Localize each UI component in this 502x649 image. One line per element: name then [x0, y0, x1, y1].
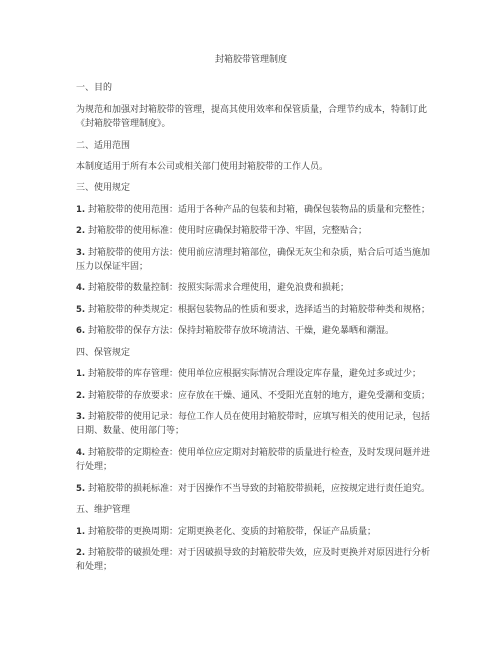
- section-heading-usage: 三、使用规定: [76, 183, 131, 193]
- list-item: [76, 483, 432, 496]
- item-text: 封箱胶带的使用标准：使用时应确保封箱胶带干净、牢固，完整贴合；: [88, 226, 368, 236]
- item-text: 封箱胶带的保存方法：保持封箱胶带存放环境清洁、干燥，避免暴晒和潮湿。: [88, 326, 395, 336]
- item-number: 3.: [76, 412, 86, 422]
- item-number: 6.: [76, 326, 86, 336]
- item-number: 5.: [76, 305, 86, 315]
- section-heading-purpose: 一、目的: [76, 83, 113, 93]
- list-item: [76, 325, 432, 338]
- item-number: 2.: [76, 226, 86, 236]
- paragraph-line: 《封箱胶带管理制度》。: [76, 119, 171, 129]
- item-text: 封箱胶带的使用记录：每位工作人员在使用封箱胶带时，应填写相关的使用记录，包括: [88, 412, 431, 422]
- item-continuation: 压力以保证牢固；: [76, 262, 149, 272]
- item-continuation: 行处理；: [76, 462, 113, 472]
- list-item: [76, 447, 432, 460]
- item-number: 5.: [76, 484, 86, 494]
- list-item: [76, 411, 432, 424]
- item-text: 封箱胶带的定期检查：使用单位应定期对封箱胶带的质量进行检查，及时发现问题并进: [88, 448, 431, 458]
- list-item: [76, 304, 432, 317]
- list-item: [76, 368, 432, 381]
- item-text: 封箱胶带的存放要求：应存放在干燥、通风、不受阳光直射的地方，避免受潮和变质；: [88, 391, 431, 401]
- list-item: [76, 526, 432, 539]
- item-number: 2.: [76, 548, 86, 558]
- item-number: 1.: [76, 369, 86, 379]
- paragraph-line: 本制度适用于所有本公司或相关部门使用封箱胶带的工作人员。: [76, 162, 329, 172]
- item-number: 4.: [76, 283, 86, 293]
- list-item: [76, 225, 432, 238]
- item-text: 封箱胶带的更换周期：定期更换老化、变质的封箱胶带，保证产品质量；: [88, 527, 377, 537]
- paragraph-line: 为规范和加强对封箱胶带的管理，提高其使用效率和保管质量，合理节约成本，特制订此: [76, 105, 428, 115]
- section-heading-storage: 四、保管规定: [76, 348, 131, 358]
- item-text: 封箱胶带的损耗标准：对于因操作不当导致的封箱胶带损耗，应按规定进行责任追究。: [88, 484, 431, 494]
- list-item: [76, 247, 432, 260]
- item-text: 封箱胶带的数量控制：按照实际需求合理使用，避免浪费和损耗；: [88, 283, 350, 293]
- section-heading-maintenance: 五、维护管理: [76, 505, 131, 515]
- item-number: 3.: [76, 248, 86, 258]
- item-number: 1.: [76, 205, 86, 215]
- list-item: [76, 547, 432, 560]
- item-continuation: 日期、数量、使用部门等；: [76, 426, 185, 436]
- item-text: 封箱胶带的破损处理：对于因破损导致的封箱胶带失效，应及时更换并对原因进行分析: [88, 548, 431, 558]
- item-text: 封箱胶带的库存管理：使用单位应根据实际情况合理设定库存量，避免过多或过少；: [88, 369, 422, 379]
- list-item: [76, 390, 432, 403]
- item-number: 1.: [76, 527, 86, 537]
- item-text: 封箱胶带的使用方法：使用前应清理封箱部位，确保无灰尘和杂质，贴合后可适当施加: [88, 248, 431, 258]
- list-item: [76, 282, 432, 295]
- list-item: [76, 204, 432, 217]
- item-number: 4.: [76, 448, 86, 458]
- item-number: 2.: [76, 391, 86, 401]
- item-continuation: 和处理；: [76, 562, 113, 572]
- item-text: 封箱胶带的使用范围：适用于各种产品的包装和封箱，确保包装物品的质量和完整性；: [88, 205, 431, 215]
- document-title: 封箱胶带管理制度: [214, 55, 287, 65]
- section-heading-scope: 二、适用范围: [76, 141, 131, 151]
- item-text: 封箱胶带的种类规定：根据包装物品的性质和要求，选择适当的封箱胶带种类和规格；: [88, 305, 431, 315]
